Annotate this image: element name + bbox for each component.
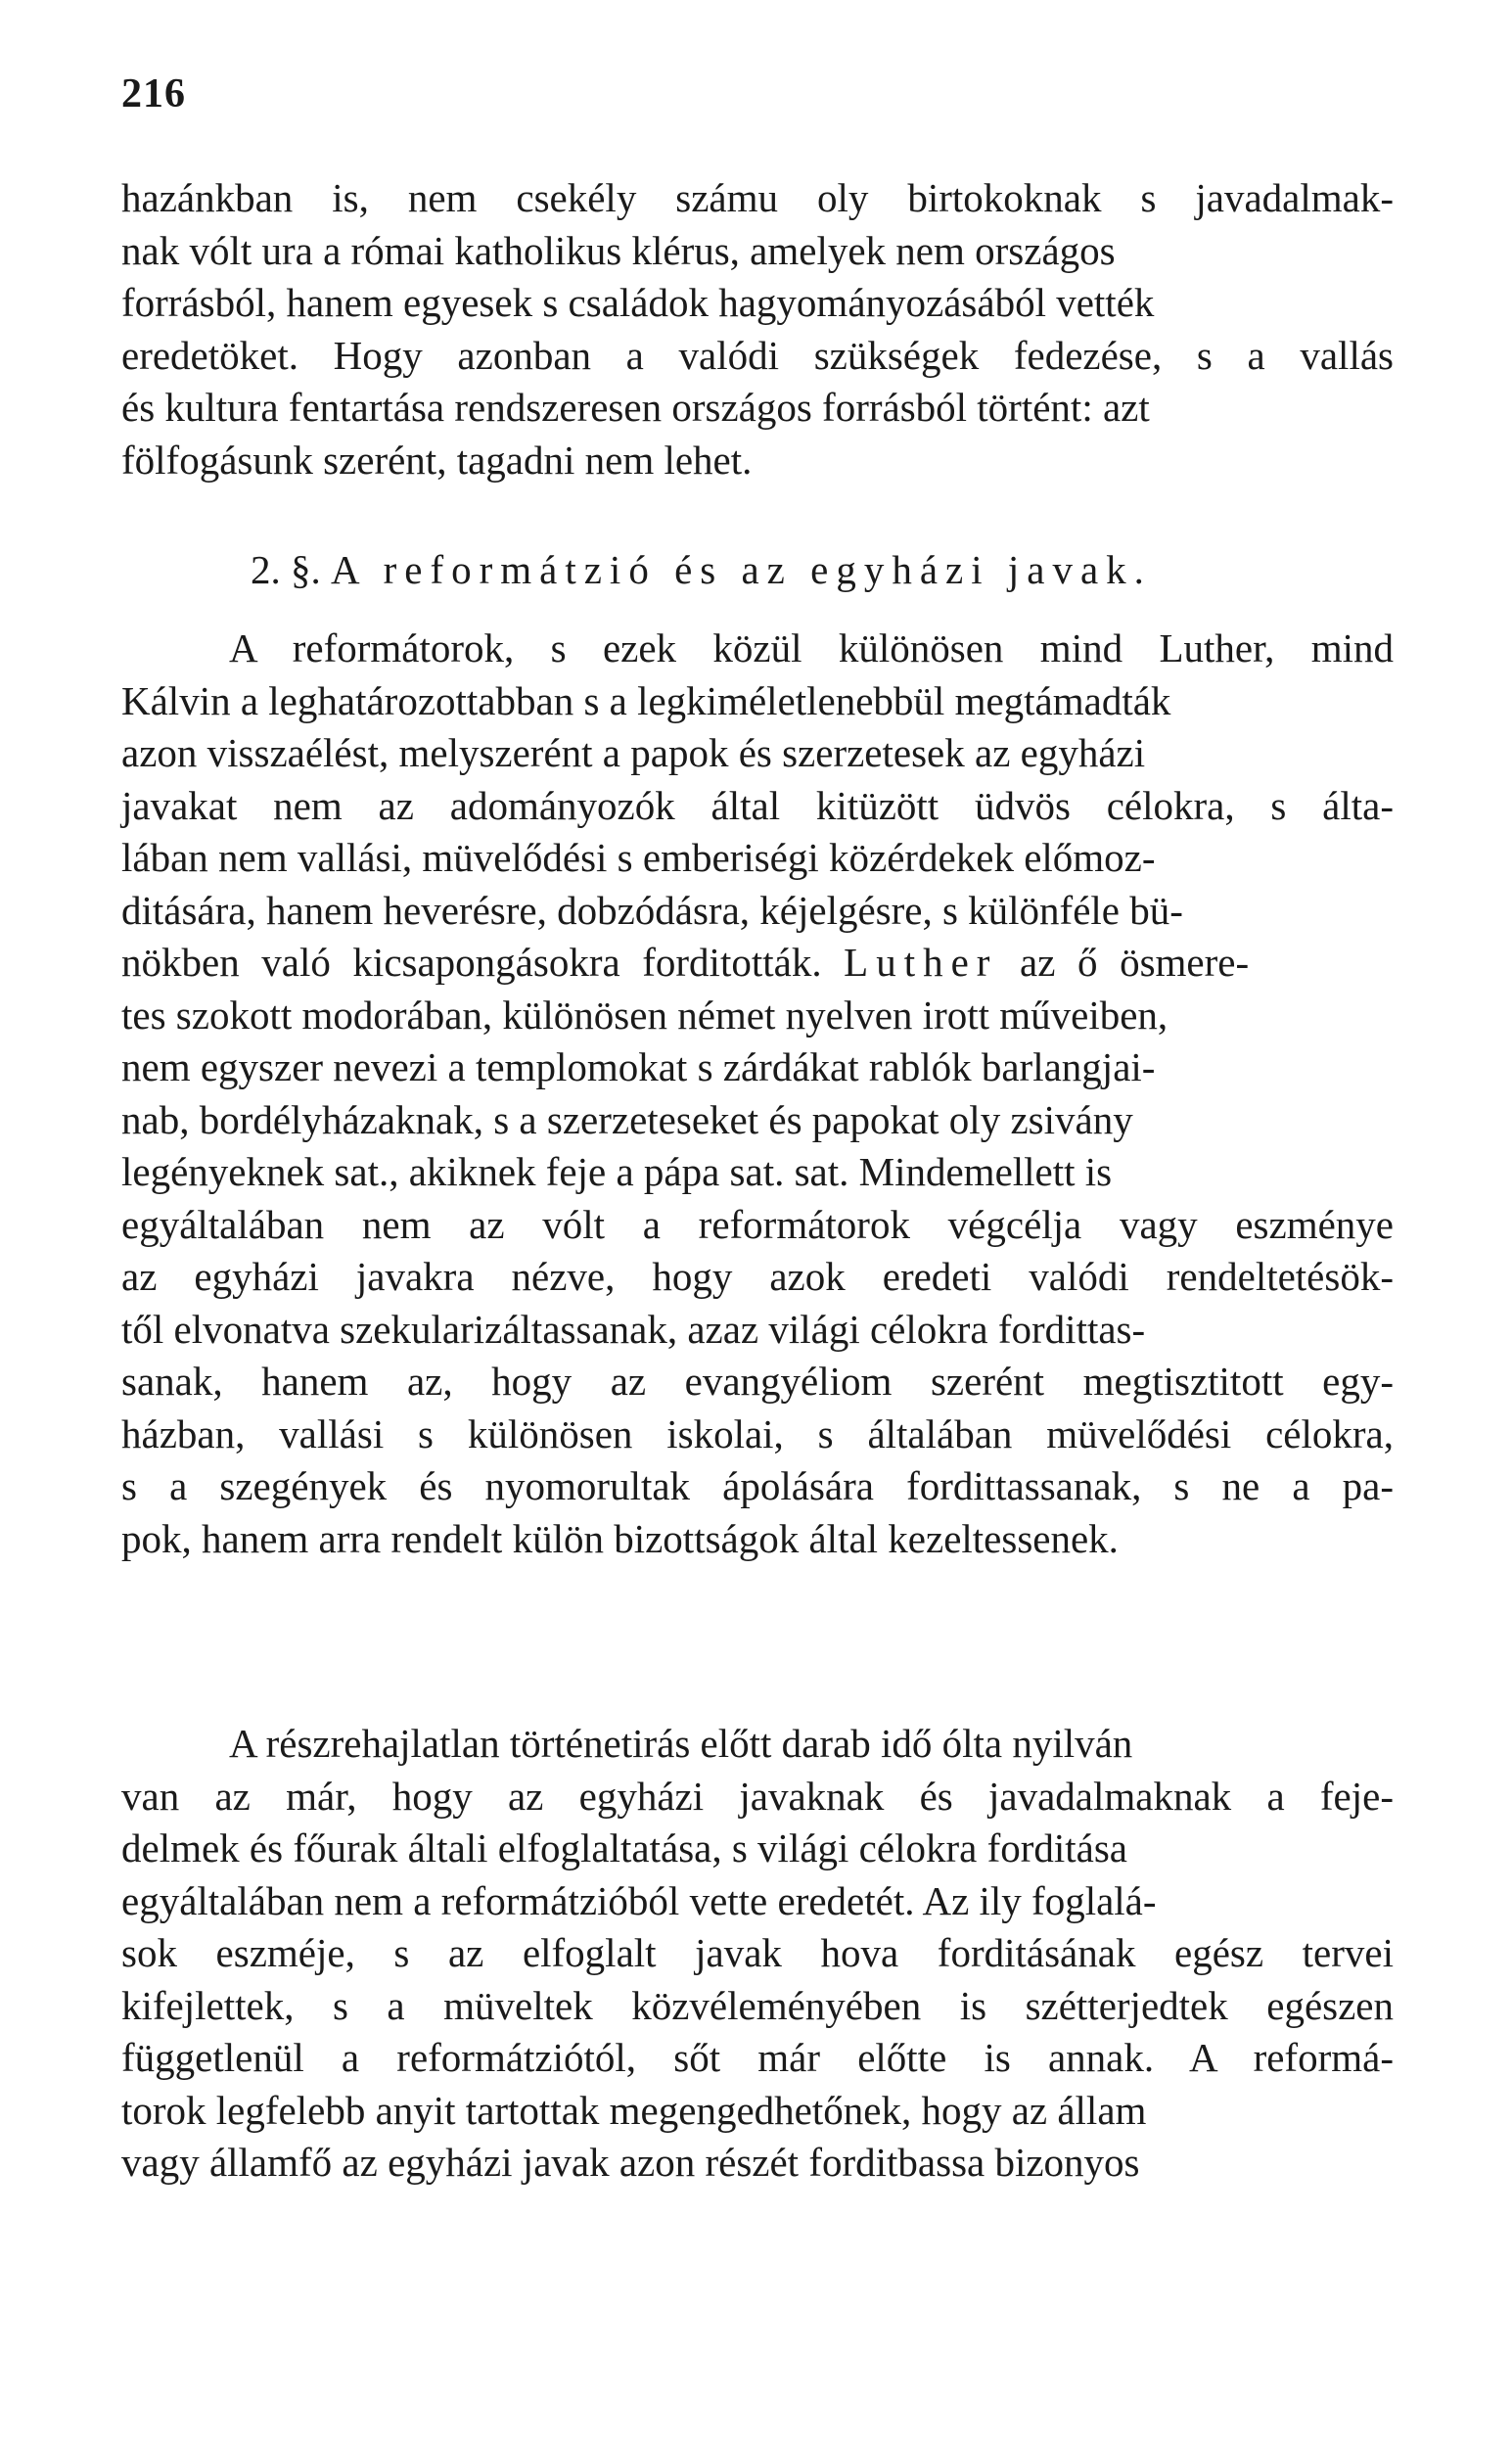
text-line: sok eszméje, s az elfoglalt javak hova forditásának egész tervei: [121, 1930, 1394, 1975]
section-title: A reformátzió és az egyházi javak.: [331, 547, 1152, 592]
paragraph-3: [121, 1718, 1394, 2190]
text-line: fölfogásunk szerént, tagadni nem lehet.: [121, 437, 753, 483]
text-line: kifejlettek, s a müveltek közvéleményében is szétterjedtek egészen: [121, 1982, 1394, 2028]
text-line: sanak, hanem az, hogy az evangyéliom szerént megtisztitott egy-: [121, 1359, 1394, 1404]
section-heading: [251, 546, 1152, 593]
luther-name: Luther: [844, 940, 998, 985]
text-line: forrásból, hanem egyesek s családok hagyományozásából vették: [121, 280, 1155, 325]
text-line: A reformátorok, s ezek közül különösen mind Luther, mind: [229, 625, 1394, 670]
text-line: hazánkban is, nem csekély számu oly birtokoknak s javadalmak-: [121, 175, 1394, 220]
text-line: és kultura fentartása rendszeresen országos forrásból történt: azt: [121, 385, 1150, 430]
text-line: nem egyszer nevezi a templomokat s zárdákat rablók barlangjai-: [121, 1044, 1156, 1089]
text-line: től elvonatva szekularizáltassanak, azaz világi célokra fordittas-: [121, 1306, 1146, 1352]
section-number: 2. §.: [251, 547, 321, 592]
text-line: az egyházi javakra nézve, hogy azok eredeti valódi rendeltetésök-: [121, 1254, 1394, 1299]
text-line: [121, 937, 1394, 990]
text-line: A részrehajlatlan történetirás előtt darab idő ólta nyilván: [229, 1721, 1133, 1766]
text-line: egyáltalában nem az vólt a reformátorok végcélja vagy eszménye: [121, 1201, 1394, 1247]
text-line: egyáltalában nem a reformátzióból vette eredetét. Az ily foglalá-: [121, 1877, 1157, 1923]
text-line: függetlenül a reformátziótól, sőt már előtte is annak. A reformá-: [121, 2035, 1394, 2080]
paragraph-1: [121, 172, 1394, 486]
text-line: van az már, hogy az egyházi javaknak és javadalmaknak a feje-: [121, 1773, 1394, 1819]
text-line: nak vólt ura a római katholikus klérus, amelyek nem országos: [121, 227, 1116, 273]
text-line: torok legfelebb anyit tartottak megengedhetőnek, hogy az állam: [121, 2087, 1147, 2133]
text-line: legényeknek sat., akiknek feje a pápa sat. sat. Mindemellett is: [121, 1149, 1113, 1194]
text-line: tes szokott modorában, különösen német nyelven irott műveiben,: [121, 992, 1168, 1038]
text-line: lában nem vallási, müvelődési s emberiségi közérdekek előmoz-: [121, 835, 1156, 880]
text-line: azon visszaélést, melyszerént a papok és szerzetesek az egyházi: [121, 730, 1146, 775]
text-line: Kálvin a leghatározottabban s a legkiméletlenebbül megtámadták: [121, 677, 1171, 723]
text-line: házban, vallási s különösen iskolai, s általában müvelődési célokra,: [121, 1410, 1394, 1456]
paragraph-2: [121, 623, 1394, 1565]
text-line: s a szegények és nyomorultak ápolására fordittassanak, s ne a pa-: [121, 1463, 1394, 1508]
text-line: javakat nem az adományozók által kitüzött üdvös célokra, s álta-: [121, 782, 1394, 828]
text-segment: az ő ösmere-: [1020, 940, 1250, 985]
text-line: nab, bordélyházaknak, s a szerzeteseket és papokat oly zsivány: [121, 1096, 1133, 1142]
page-number: 216: [121, 71, 186, 116]
text-line: delmek és főurak általi elfoglaltatása, s világi célokra forditása: [121, 1825, 1128, 1870]
text-line: ditására, hanem heverésre, dobzódásra, kéjelgésre, s különféle bü-: [121, 887, 1183, 933]
text-line: eredetöket. Hogy azonban a valódi szükségek fedezése, s a vallás: [121, 332, 1394, 378]
text-segment: nökben való kicsapongásokra forditották.: [121, 940, 822, 985]
text-line: vagy államfő az egyházi javak azon részét forditbassa bizonyos: [121, 2140, 1140, 2185]
text-line: pok, hanem arra rendelt külön bizottságok által kezeltessenek.: [121, 1515, 1119, 1561]
